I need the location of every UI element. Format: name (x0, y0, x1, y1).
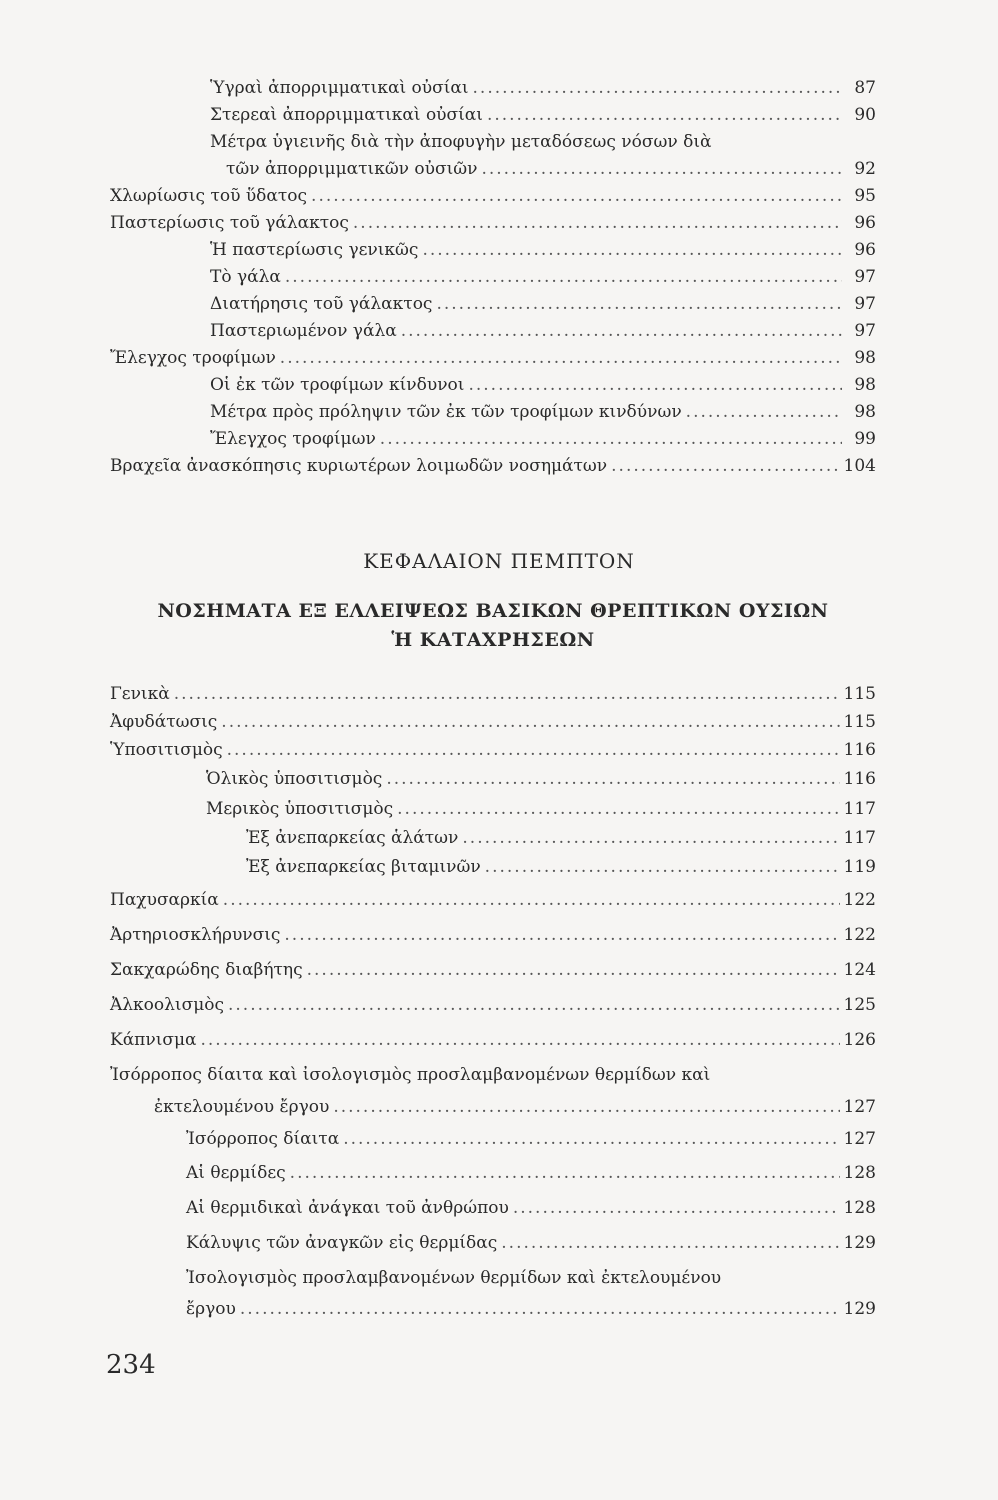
page-number: 234 (106, 1350, 156, 1380)
toc-entry-title: Ὑποσιτισμὸς (110, 740, 223, 760)
toc-entry (110, 952, 876, 988)
toc-entry (110, 399, 876, 426)
toc-entry-page: 128 (843, 1198, 876, 1218)
toc-entry-page: 116 (843, 769, 876, 789)
toc-entry-title: Κάλυψις τῶν ἀναγκῶν εἰς θερμίδας (186, 1233, 498, 1253)
toc-entry-title: Κάπνισμα (110, 1030, 197, 1050)
toc-entry-title: Διατήρησις τοῦ γάλακτος (210, 294, 433, 314)
toc-entry (110, 210, 876, 237)
toc-entry-title: Χλωρίωσις τοῦ ὕδατος (110, 186, 308, 206)
toc-entry (110, 708, 876, 736)
toc-entry (110, 291, 876, 318)
toc-entry (110, 1156, 876, 1190)
toc-entry (110, 824, 876, 852)
toc-entry-title: Ὁλικὸς ὑποσιτισμὸς (206, 769, 383, 789)
toc-entry (110, 264, 876, 291)
toc-entry-page: 122 (843, 890, 876, 910)
toc-entry (110, 1190, 876, 1226)
toc-entry (110, 680, 876, 708)
toc-entry (110, 1296, 876, 1322)
toc-entry-title: Μερικὸς ὑποσιτισμὸς (206, 799, 394, 819)
toc-entry-page: 87 (854, 78, 876, 98)
toc-entry-page: 98 (854, 375, 876, 395)
toc-entry (110, 318, 876, 345)
toc-entry-title: Ἔλεγχος τροφίμων (110, 348, 276, 368)
toc-entry-page: 126 (843, 1030, 876, 1050)
toc-entry-page: 95 (854, 186, 876, 206)
toc-entry-page: 98 (854, 348, 876, 368)
toc-entry-page: 98 (854, 402, 876, 422)
toc-entry (110, 75, 876, 102)
toc-entry-page: 104 (843, 456, 876, 476)
toc-entry (110, 453, 876, 480)
toc-entry-title: Παχυσαρκία (110, 890, 219, 910)
toc-entry-page: 128 (843, 1163, 876, 1183)
toc-entry-title: Στερεαὶ ἀπορριμματικαὶ οὐσίαι (210, 105, 483, 125)
toc-entry-title: Ἰσόρροπος δίαιτα (186, 1129, 340, 1149)
toc-entry (110, 794, 876, 824)
toc-entry (110, 736, 876, 764)
toc-entry-title: Γενικὰ (110, 684, 170, 704)
toc-entry (110, 183, 876, 210)
toc-entry-page: 122 (843, 925, 876, 945)
toc-entry-page: 97 (854, 321, 876, 341)
toc-entry (110, 1122, 876, 1156)
chapter-heading: ΚΕΦΑΛΑΙΟΝ ΠΕΜΠΤΟΝ (363, 549, 635, 573)
toc-entry (110, 345, 876, 372)
toc-bottom (110, 680, 876, 1322)
toc-entry-title: Μέτρα πρὸς πρόληψιν τῶν ἐκ τῶν τροφίμων κινδύνων (210, 402, 682, 422)
toc-top (110, 75, 876, 480)
toc-entry-page: 129 (843, 1299, 876, 1319)
toc-entry (110, 882, 876, 918)
toc-entry-page: 127 (843, 1097, 876, 1117)
toc-entry-title: Ἡ παστερίωσις γενικῶς (210, 240, 419, 260)
toc-entry-page: 97 (854, 267, 876, 287)
toc-entry (110, 1092, 876, 1122)
toc-entry-page: 119 (843, 857, 876, 877)
toc-entry (110, 237, 876, 264)
toc-entry (110, 426, 876, 453)
toc-entry-page: 117 (843, 828, 876, 848)
toc-entry-page: 97 (854, 294, 876, 314)
toc-entry-title: Ἔλεγχος τροφίμων (210, 429, 376, 449)
section-heading-line1: ΝΟΣΗΜΑΤΑ ΕΞ ΕΛΛΕΙΨΕΩΣ ΒΑΣΙΚΩΝ ΘΡΕΠΤΙΚΩΝ ΟΥΣΙΩΝ (157, 600, 829, 622)
toc-entry-line1: Ἰσολογισμὸς προσλαμβανομένων θερμίδων καὶ ἐκτελουμένου (186, 1268, 722, 1288)
toc-entry (110, 102, 876, 129)
toc-entry (110, 764, 876, 794)
toc-entry-page: 125 (843, 995, 876, 1015)
toc-entry-page: 90 (854, 105, 876, 125)
toc-entry-line1: Μέτρα ὑγιεινῆς διὰ τὴν ἀποφυγὴν μεταδόσεως νόσων διὰ (210, 132, 712, 152)
toc-entry-page: 96 (854, 240, 876, 260)
toc-entry-line1: Ἰσόρροπος δίαιτα καὶ ἰσολογισμὸς προσλαμβανομένων θερμίδων καὶ (110, 1065, 711, 1085)
toc-entry-page: 116 (843, 740, 876, 760)
toc-entry-page: 115 (843, 712, 876, 732)
toc-entry (110, 988, 876, 1022)
toc-entry-page: 129 (843, 1233, 876, 1253)
toc-entry-page: 115 (843, 684, 876, 704)
section-heading-line2: Ἡ ΚΑΤΑΧΡΗΣΕΩΝ (391, 629, 595, 651)
toc-entry (110, 156, 876, 183)
toc-entry (110, 1226, 876, 1260)
toc-entry-title: Αἱ θερμίδες (186, 1163, 286, 1183)
toc-entry-title: Παστερίωσις τοῦ γάλακτος (110, 213, 349, 233)
toc-entry-page: 127 (843, 1129, 876, 1149)
toc-entry-page: 124 (843, 960, 876, 980)
toc-entry (110, 372, 876, 399)
section-heading (110, 597, 876, 655)
toc-entry-title: τῶν ἀπορριμματικῶν οὐσιῶν (226, 159, 478, 179)
toc-entry-title: Οἱ ἐκ τῶν τροφίμων κίνδυνοι (210, 375, 465, 395)
toc-entry (110, 852, 876, 882)
toc-entry-title: Παστεριωμένον γάλα (210, 321, 397, 341)
toc-entry-title: Βραχεῖα ἀνασκόπησις κυριωτέρων λοιμωδῶν νοσημάτων (110, 456, 608, 476)
toc-entry-title: Ἐξ ἀνεπαρκείας βιταμινῶν (246, 857, 481, 877)
toc-entry-title: Αἱ θερμιδικαὶ ἀνάγκαι τοῦ ἀνθρώπου (186, 1198, 509, 1218)
toc-entry-page: 96 (854, 213, 876, 233)
toc-entry-title: Ἐξ ἀνεπαρκείας ἁλάτων (246, 828, 459, 848)
toc-entry-title: Σακχαρώδης διαβήτης (110, 960, 303, 980)
toc-entry-page: 92 (854, 159, 876, 179)
toc-entry-title: Ὑγραὶ ἀπορριμματικαὶ οὐσίαι (210, 78, 469, 98)
toc-entry-title: Ἀρτηριοσκλήρυνσις (110, 925, 281, 945)
toc-entry-title: ἔργου (186, 1299, 236, 1319)
toc-entry (110, 918, 876, 952)
toc-entry-page: 117 (843, 799, 876, 819)
toc-entry-title: Ἀλκοολισμὸς (110, 995, 224, 1015)
toc-entry-page: 99 (854, 429, 876, 449)
toc-entry-title: ἐκτελουμένου ἔργου (154, 1097, 330, 1117)
toc-entry-title: Τὸ γάλα (210, 267, 281, 287)
toc-entry-title: Ἀφυδάτωσις (110, 712, 218, 732)
toc-entry (110, 1022, 876, 1058)
